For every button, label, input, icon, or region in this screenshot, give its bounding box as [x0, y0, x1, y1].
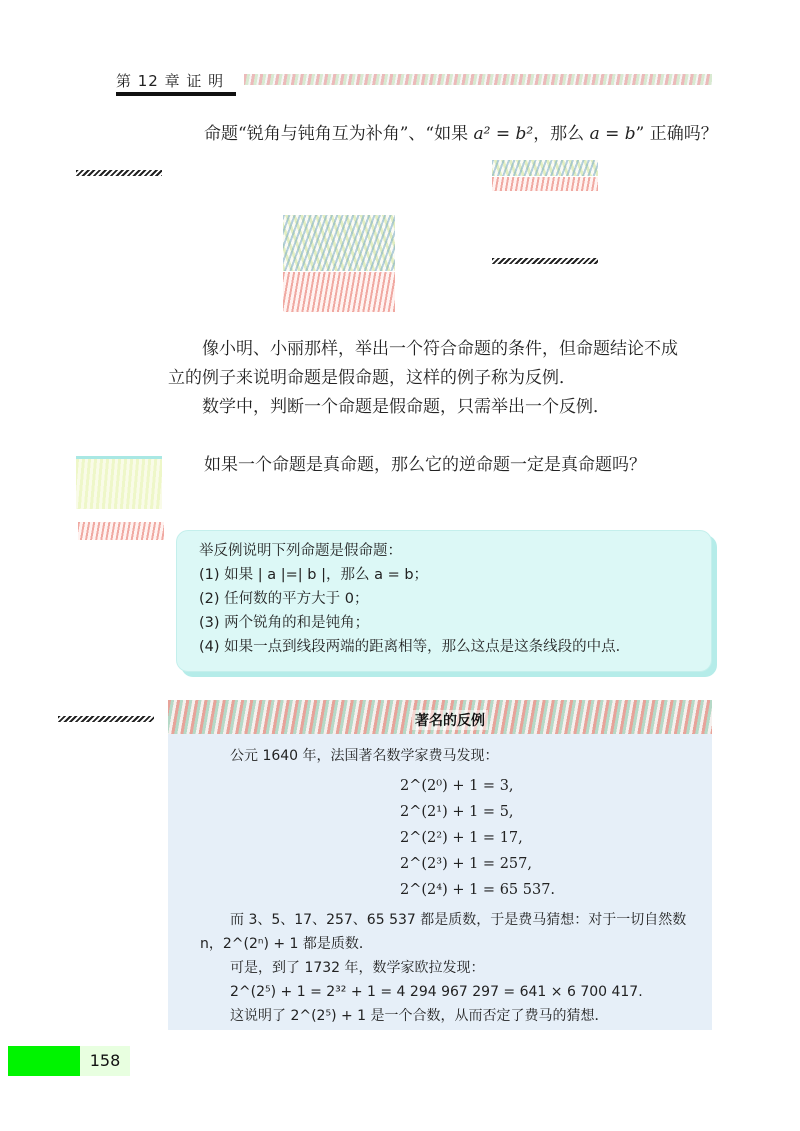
story-title: 著名的反例 — [412, 710, 488, 730]
question-2: 如果一个命题是真命题，那么它的逆命题一定是真命题吗？ — [204, 455, 646, 475]
fermat-equation-4: 2^(2⁴) + 1 = 65 537. — [400, 882, 556, 898]
fermat-equation-0: 2^(2⁰) + 1 = 3, — [400, 778, 514, 794]
fermat-equation-2: 2^(2²) + 1 = 17, — [400, 830, 523, 846]
hatch-divider-right — [492, 258, 598, 264]
fermat-conjecture-line-1: 而 3、5、17、257、65 537 都是质数，于是费马猜想：对于一切自然数 — [230, 912, 687, 928]
story-intro: 公元 1640 年，法国著名数学家费马发现： — [230, 748, 499, 764]
exercise-item-3: (3) 两个锐角的和是钝角； — [199, 615, 370, 631]
illustration-block-red — [283, 272, 395, 312]
euler-intro: 可是，到了 1732 年，数学家欧拉发现： — [230, 960, 485, 976]
question-1-equation: a² = b² — [473, 124, 534, 144]
fermat-equation-3: 2^(2³) + 1 = 257, — [400, 856, 532, 872]
exercise-item-4: (4) 如果一点到线段两端的距离相等，那么这点是这条线段的中点． — [199, 639, 631, 655]
fermat-conjecture-line-2: n，2^(2ⁿ) + 1 都是质数． — [200, 936, 373, 952]
question-1-conclusion: a = b — [589, 124, 636, 144]
hatch-divider-left — [76, 170, 162, 176]
think-icon-decoration — [76, 456, 162, 509]
question-1-middle: ，那么 — [533, 124, 590, 144]
exercise-intro: 举反例说明下列命题是假命题： — [199, 543, 402, 559]
exercise-item-2: (2) 任何数的平方大于 0； — [199, 591, 369, 607]
body-para-1-line-2: 立的例子来说明命题是假命题，这样的例子称为反例． — [168, 368, 576, 388]
question-1 — [204, 120, 724, 149]
euler-equation: 2^(2⁵) + 1 = 2³² + 1 = 4 294 967 297 = 641 × 6 700 417. — [230, 984, 643, 1000]
exercise-item-1: (1) 如果 | a |=| b |，那么 a = b； — [199, 567, 429, 583]
exercise-label-decoration — [78, 522, 164, 540]
header-decoration — [244, 74, 712, 85]
body-para-2: 数学中，判断一个命题是假命题，只需举出一个反例． — [202, 397, 610, 417]
body-para-1-line-1: 像小明、小丽那样，举出一个符合命题的条件，但命题结论不成 — [202, 339, 678, 359]
hatch-divider-story — [58, 716, 154, 722]
exercise-box — [176, 530, 712, 672]
story-conclusion: 这说明了 2^(2⁵) + 1 是一个合数，从而否定了费马的猜想． — [230, 1008, 609, 1024]
illustration-block — [283, 215, 395, 271]
question-1-prefix: 命题“锐角与钝角互为补角”、“如果 — [204, 124, 474, 144]
chapter-heading: 第 12 章 证 明 — [116, 70, 236, 96]
speech-bubble-decoration — [492, 160, 598, 176]
question-1-suffix: ” 正确吗？ — [635, 124, 718, 144]
speech-bubble-decoration-red — [492, 177, 598, 191]
fermat-equation-1: 2^(2¹) + 1 = 5, — [400, 804, 514, 820]
body-text — [168, 335, 728, 422]
page-number: 158 — [80, 1046, 130, 1076]
